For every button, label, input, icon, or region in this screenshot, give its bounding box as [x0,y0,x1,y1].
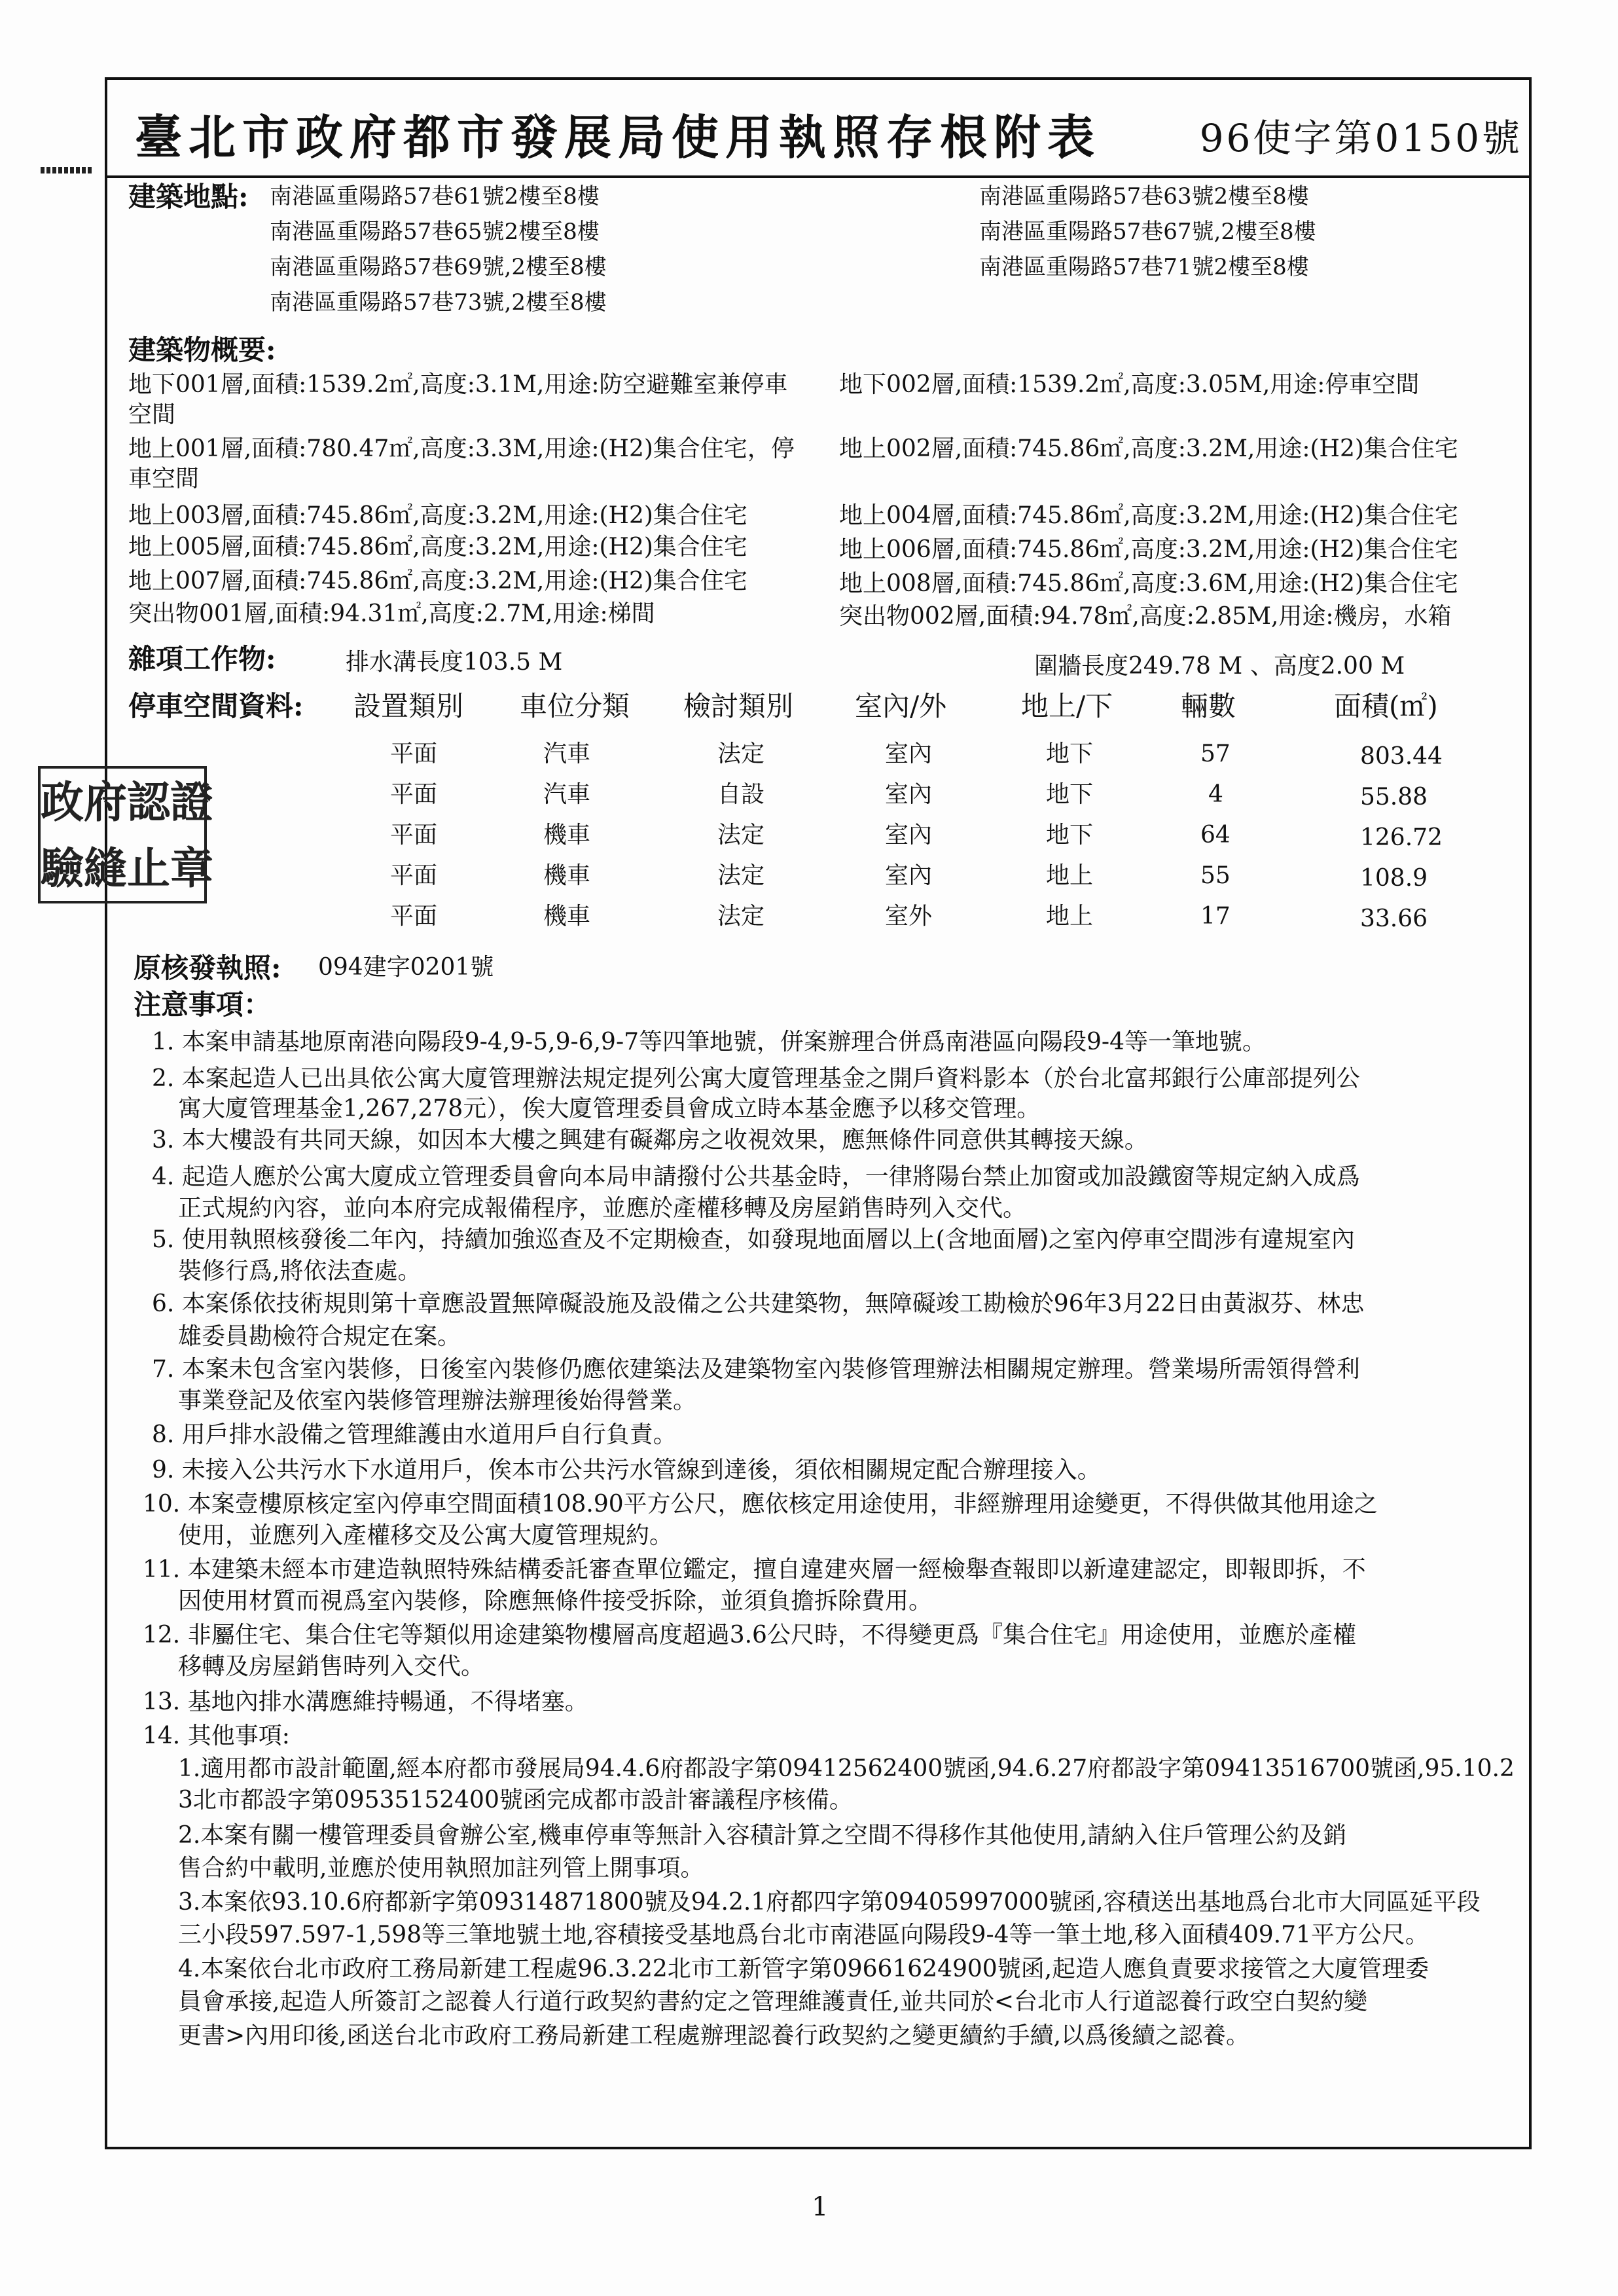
note-line: 10. 本案壹樓原核定室內停車空間面積108.90平方公尺，應依核定用途使用，非經辦理用途變更，不得供做其他用途之 [143,1491,1378,1518]
floor-line: 地上001層,面積:780.47㎡,高度:3.3M,用途:(H2)集合住宅，停 [128,435,795,462]
floor-line: 突出物001層,面積:94.31㎡,高度:2.7M,用途:梯間 [128,600,655,627]
note-line: 事業登記及依室內裝修管理辦法辦理後始得營業。 [178,1387,697,1414]
parking-cell: 地上 [1046,903,1094,930]
misc-label: 雜項工作物: [128,643,276,675]
site-address: 南港區重陽路57巷71號2樓至8樓 [979,254,1309,280]
note-line: 13. 基地內排水溝應維持暢通，不得堵塞。 [143,1688,588,1715]
floor-line: 地下002層,面積:1539.2㎡,高度:3.05M,用途:停車空間 [839,371,1420,398]
parking-cell: 4 [1208,781,1223,808]
note-line: 7. 本案未包含室內裝修，日後室內裝修仍應依建築法及建築物室內裝修管理辦法相關規定辦理。營業場所需領得營利 [152,1356,1360,1383]
note-line: 3. 本大樓設有共同天線，如因本大樓之興建有礙鄰房之收視效果，應無條件同意供其轉接天線。 [152,1127,1148,1154]
page-title: 臺北市政府都市發展局使用執照存根附表 [135,109,1102,165]
floor-line: 地上006層,面積:745.86㎡,高度:3.2M,用途:(H2)集合住宅 [839,536,1458,563]
parking-label: 停車空間資料: [128,690,304,722]
floor-line: 地上004層,面積:745.86㎡,高度:3.2M,用途:(H2)集合住宅 [839,502,1458,529]
stamp-char: 證 [170,776,213,828]
note-line: 8. 用戶排水設備之管理維護由水道用戶自行負責。 [152,1421,677,1448]
parking-cell: 汽車 [543,740,591,767]
parking-cell: 64 [1200,822,1231,848]
floor-line: 地上003層,面積:745.86㎡,高度:3.2M,用途:(H2)集合住宅 [128,502,747,529]
stamp-char: 府 [84,776,127,828]
parking-header: 室內/外 [855,690,947,722]
parking-cell: 33.66 [1360,905,1428,932]
note-line: 12. 非屬住宅、集合住宅等類似用途建築物樓層高度超過3.6公尺時，不得變更爲『集合住宅』用途使用，並應於產權 [143,1622,1356,1649]
note-line: 6. 本案係依技術規則第十章應設置無障礙設施及設備之公共建築物，無障礙竣工勘檢於96年3月22日由黃淑芬、林忠 [152,1290,1365,1317]
parking-cell: 地下 [1046,740,1094,767]
stamp-char: 止 [127,842,170,894]
floor-line: 車空間 [128,465,200,492]
note-line: 使用，並應列入產權移交及公寓大廈管理規約。 [178,1522,674,1549]
parking-header: 設置類別 [353,690,464,722]
overview-label: 建築物概要: [128,334,276,366]
site-address: 南港區重陽路57巷67號,2樓至8樓 [979,219,1316,245]
note-line: 3.本案依93.10.6府都新字第09314871800號及94.2.1府都四字第09405997000號函,容積送出基地爲台北市大同區延平段 [178,1889,1481,1916]
stamp-char: 縫 [84,842,127,894]
parking-header: 車位分類 [520,690,630,722]
parking-cell: 57 [1200,740,1231,767]
note-line: 裝修行爲,將依法查處。 [178,1258,422,1285]
note-line: 正式規約內容，並向本府完成報備程序，並應於產權移轉及房屋銷售時列入交代。 [178,1195,1027,1222]
note-line: 9. 未接入公共污水下水道用戶，俟本市公共污水管線到達後，須依相關規定配合辦理接入。 [152,1457,1101,1484]
note-line: 4.本案依台北市政府工務局新建工程處96.3.22北市工新管字第09661624900號函,起造人應負責要求接管之大廈管理委 [178,1956,1429,1982]
seal-stamp [38,766,213,903]
site-address: 南港區重陽路57巷63號2樓至8樓 [979,183,1309,210]
parking-cell: 法定 [717,903,765,930]
parking-cell: 地上 [1046,862,1094,889]
parking-cell: 平面 [390,862,438,889]
parking-cell: 平面 [390,740,438,767]
note-line: 3北市都設字第09535152400號函完成都市設計審議程序核備。 [178,1787,853,1813]
note-line: 售合約中載明,並應於使用執照加註列管上開事項。 [178,1855,704,1882]
parking-cell: 地下 [1046,822,1094,848]
parking-cell: 55.88 [1360,784,1428,811]
floor-line: 地上005層,面積:745.86㎡,高度:3.2M,用途:(H2)集合住宅 [128,534,747,560]
parking-cell: 汽車 [543,781,591,808]
parking-cell: 室內 [885,822,933,848]
parking-cell: 法定 [717,740,765,767]
floor-line: 地下001層,面積:1539.2㎡,高度:3.1M,用途:防空避難室兼停車 [128,371,788,398]
permit-number: 96使字第0150號 [1199,116,1522,160]
note-line: 11. 本建築未經本市建造執照特殊結構委託審查單位鑑定，擅自違建夾層一經檢舉查報即以新違建認定，即報即拆，不 [143,1556,1366,1583]
site-address: 南港區重陽路57巷73號,2樓至8樓 [270,289,607,316]
original-permit-label: 原核發執照: [134,952,281,984]
site-label: 建築地點: [128,181,249,213]
misc-drain: 排水溝長度103.5 M [346,649,563,676]
parking-cell: 803.44 [1360,743,1443,770]
note-line: 雄委員勘檢符合規定在案。 [178,1323,461,1350]
note-line: 2.本案有關一樓管理委員會辦公室,機車停車等無計入容積計算之空間不得移作其他使用,請納入住戶管理公約及銷 [178,1822,1347,1849]
parking-cell: 機車 [543,862,591,889]
stamp-char: 章 [170,842,213,894]
misc-wall: 圍牆長度249.78 M 、高度2.00 M [1034,653,1405,680]
parking-cell: 自設 [717,781,765,808]
title-row [107,80,1529,178]
floor-line: 空間 [128,401,176,428]
parking-cell: 法定 [717,862,765,889]
margin-mark [41,167,93,173]
parking-cell: 地下 [1046,781,1094,808]
parking-cell: 55 [1200,862,1231,889]
site-address: 南港區重陽路57巷61號2樓至8樓 [270,183,600,210]
parking-cell: 室內 [885,740,933,767]
parking-header: 地上/下 [1021,690,1113,722]
note-line: 2. 本案起造人已出具依公寓大廈管理辦法規定提列公寓大廈管理基金之開戶資料影本（於台北富邦銀行公庫部提列公 [152,1065,1360,1092]
stamp-char: 認 [127,776,170,828]
parking-header: 面積(㎡) [1334,690,1438,722]
original-permit-value: 094建字0201號 [318,954,494,981]
floor-line: 地上007層,面積:745.86㎡,高度:3.2M,用途:(H2)集合住宅 [128,568,747,594]
parking-cell: 平面 [390,903,438,930]
parking-cell: 108.9 [1360,865,1428,892]
parking-cell: 室內 [885,862,933,889]
parking-cell: 法定 [717,822,765,848]
floor-line: 突出物002層,面積:94.78㎡,高度:2.85M,用途:機房，水箱 [839,603,1452,630]
parking-cell: 17 [1200,903,1231,930]
note-line: 三小段597.597-1,598等三筆地號土地,容積接受基地爲台北市南港區向陽段9-4等一筆土地,移入面積409.71平方公尺。 [178,1922,1429,1948]
site-address: 南港區重陽路57巷65號2樓至8樓 [270,219,600,245]
parking-cell: 機車 [543,903,591,930]
stamp-char: 驗 [41,842,84,894]
note-line: 因使用材質而視爲室內裝修，除應無條件接受拆除，並須負擔拆除費用。 [178,1588,933,1614]
site-address: 南港區重陽路57巷69號,2樓至8樓 [270,254,607,280]
parking-header: 檢討類別 [683,690,794,722]
note-line: 1. 本案申請基地原南港向陽段9-4,9-5,9-6,9-7等四筆地號，併案辦理合併爲南港區向陽段9-4等一筆地號。 [152,1029,1266,1055]
note-line: 移轉及房屋銷售時列入交代。 [178,1653,485,1680]
parking-cell: 室外 [885,903,933,930]
parking-cell: 平面 [390,781,438,808]
note-line: 更書>內用印後,函送台北市政府工務局新建工程處辦理認養行政契約之變更續約手續,以爲後續之認養。 [178,2022,1250,2049]
parking-header: 輛數 [1181,690,1236,722]
note-line: 員會承接,起造人所簽訂之認養人行道行政契約書約定之管理維護責任,並共同於<台北市人行道認養行政空白契約變 [178,1988,1368,2015]
note-line: 14. 其他事項: [143,1722,290,1749]
note-line: 1.適用都市設計範圍,經本府都市發展局94.4.6府都設字第09412562400號函,94.6.27府都設字第09413516700號函,95.10.2 [178,1755,1515,1782]
page-number: 1 [812,2192,829,2222]
stamp-char: 政 [41,776,84,828]
parking-cell: 室內 [885,781,933,808]
note-line: 5. 使用執照核發後二年內，持續加強巡查及不定期檢查，如發現地面層以上(含地面層)之室內停車空間涉有違規室內 [152,1226,1355,1253]
notes-label: 注意事項： [134,989,272,1021]
floor-line: 地上008層,面積:745.86㎡,高度:3.6M,用途:(H2)集合住宅 [839,570,1458,597]
note-line: 寓大廈管理基金1,267,278元），俟大廈管理委員會成立時本基金應予以移交管理。 [178,1095,1041,1122]
parking-cell: 機車 [543,822,591,848]
note-line: 4. 起造人應於公寓大廈成立管理委員會向本局申請撥付公共基金時，一律將陽台禁止加窗或加設鐵窗等規定納入成爲 [152,1163,1360,1190]
parking-cell: 平面 [390,822,438,848]
parking-cell: 126.72 [1360,824,1443,851]
floor-line: 地上002層,面積:745.86㎡,高度:3.2M,用途:(H2)集合住宅 [839,435,1458,462]
